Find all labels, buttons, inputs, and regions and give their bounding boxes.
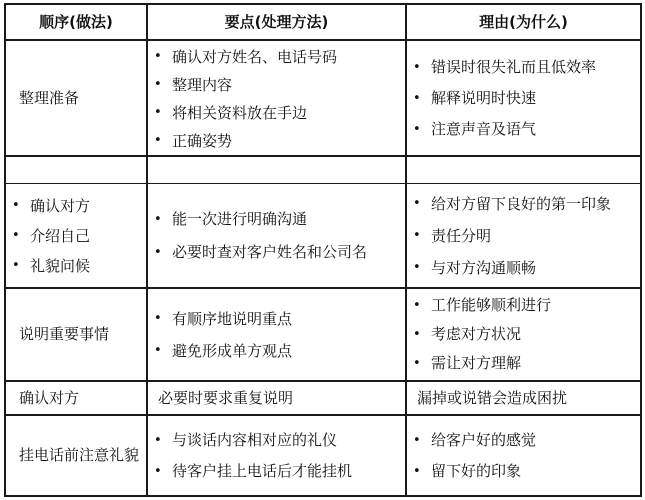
table-row-2-empty — [6, 157, 640, 183]
list-item: • 介绍自己 — [6, 221, 146, 251]
table-row-1-step — [6, 41, 146, 155]
table-row-3-points — [148, 185, 405, 287]
table-row-6-step — [6, 416, 146, 495]
procedure-table — [4, 3, 642, 497]
table-border-bottom — [4, 495, 642, 497]
header-order: 顺序(做法) — [39, 12, 113, 31]
table-row-6-reasons — [407, 416, 640, 495]
reason-text: 漏掉或说错会造成困扰 — [417, 388, 568, 407]
list-item: • 与谈话内容相对应的礼仪 — [148, 425, 405, 456]
table-row-3-steps — [6, 185, 146, 287]
table-row-4-step — [6, 289, 146, 380]
list-item: • 与对方沟通顺畅 — [407, 252, 640, 284]
list-item: • 责任分明 — [407, 220, 640, 252]
header-reason: 理由(为什么) — [479, 12, 568, 31]
step-label: 挂电话前注意礼貌 — [19, 446, 140, 465]
list-item: • 避免形成单方观点 — [148, 335, 405, 367]
list-item: • 能一次进行明确沟通 — [148, 203, 405, 236]
list-item: • 整理内容 — [148, 71, 405, 99]
step-label: 确认对方 — [19, 388, 80, 407]
list-item: • 必要时查对客户姓名和公司名 — [148, 236, 405, 269]
list-item: • 给客户好的感觉 — [407, 425, 640, 456]
point-text: 必要时要求重复说明 — [158, 388, 294, 407]
table-row-5-step — [6, 382, 146, 414]
step-label: 说明重要事情 — [19, 325, 110, 344]
list-item: • 确认对方 — [6, 191, 146, 221]
list-item: • 礼貌问候 — [6, 251, 146, 281]
header-key-points: 要点(处理方法) — [224, 12, 329, 31]
list-item: • 错误时很失礼而且低效率 — [407, 52, 640, 83]
table-row-5-reason — [407, 382, 640, 414]
list-item: • 正确姿势 — [148, 127, 405, 155]
list-item: • 注意声音及语气 — [407, 114, 640, 145]
list-item: • 工作能够顺利进行 — [407, 291, 640, 320]
list-item: • 确认对方姓名、电话号码 — [148, 43, 405, 71]
table-row-1-reasons — [407, 41, 640, 155]
table-row-4-reasons — [407, 289, 640, 380]
table-row-6-points — [148, 416, 405, 495]
list-item: • 有顺序地说明重点 — [148, 303, 405, 335]
list-item: • 需让对方理解 — [407, 349, 640, 378]
table-row-1-points — [148, 41, 405, 155]
list-item: • 将相关资料放在手边 — [148, 99, 405, 127]
list-item: • 考虑对方状况 — [407, 320, 640, 349]
table-border-right — [640, 3, 642, 497]
table-row-3-reasons — [407, 185, 640, 287]
table-row-4-points — [148, 289, 405, 380]
list-item: • 解释说明时快速 — [407, 83, 640, 114]
list-item: • 待客户挂上电话后才能挂机 — [148, 456, 405, 487]
step-label: 整理准备 — [19, 88, 80, 107]
list-item: • 留下好的印象 — [407, 456, 640, 487]
row-divider — [4, 183, 642, 184]
table-row-5-point — [148, 382, 405, 414]
list-item: • 给对方留下良好的第一印象 — [407, 188, 640, 220]
